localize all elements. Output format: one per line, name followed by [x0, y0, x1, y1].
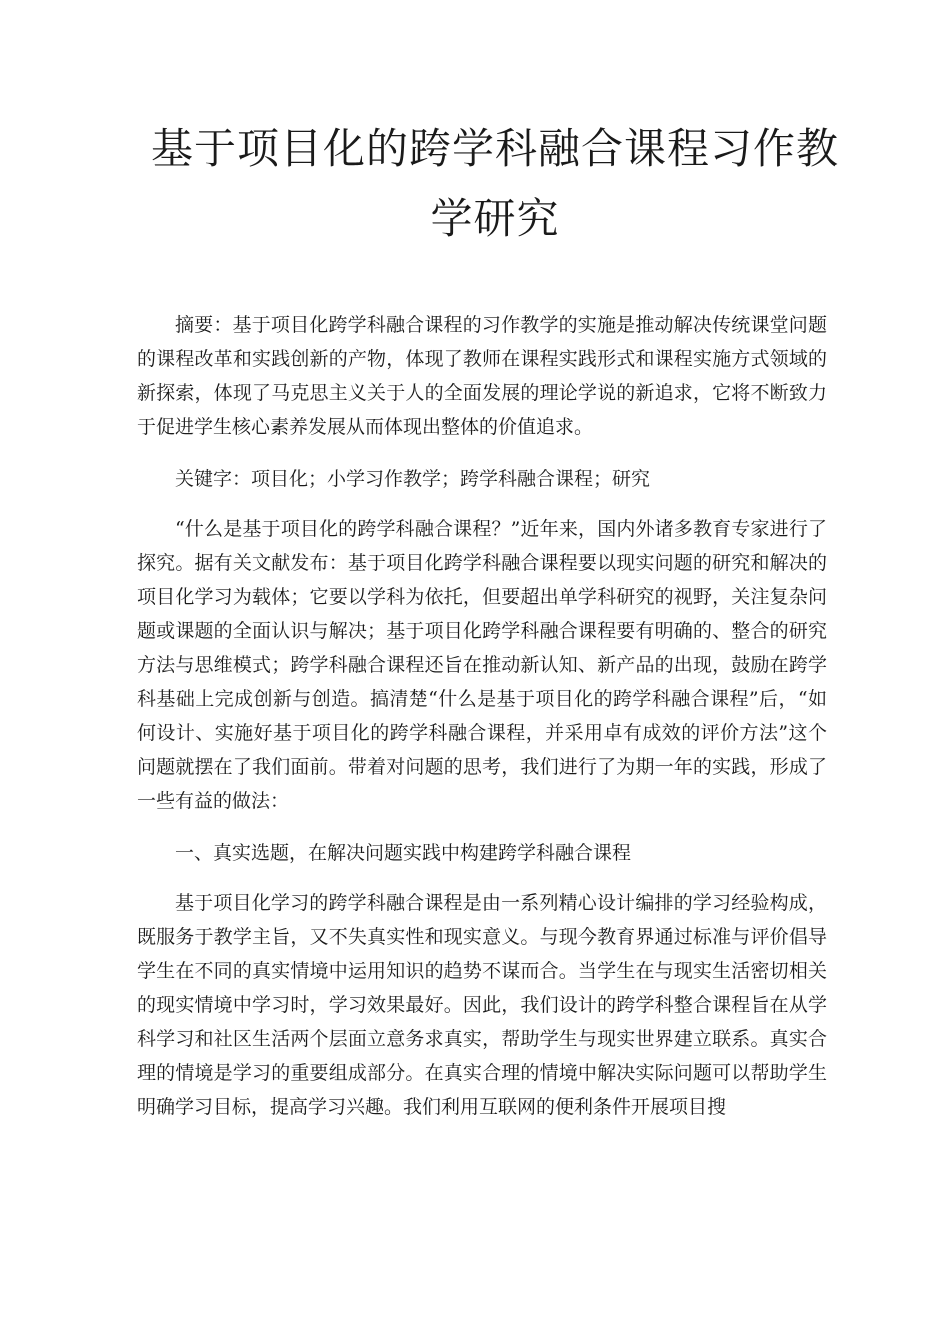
document-title-line-1: 基于项目化的跨学科融合课程习作教	[150, 124, 839, 173]
body-paragraph-1: “什么是基于项目化的跨学科融合课程？”近年来，国内外诸多教育专家进行了探究。据有关文献发布：基于项目化跨学科融合课程要以现实问题的研究和解决的项目化学习为载体；它要以学科为依托，但要超出单学科研究的视野，关注复杂问题或课题的全面认识与解决；基于项目化跨学科融合课程要有明确的、整合的研究方法与思维模式；跨学科融合课程还旨在推动新认知、新产品的出现，鼓励在跨学科基础上完成创新与创造。搞清楚“什么是基于项目化的跨学科融合课程”后，“如何设计、实施好基于项目化的跨学科融合课程，并采用卓有成效的评价方法”这个问题就摆在了我们面前。带着对问题的思考，我们进行了为期一年的实践，形成了一些有益的做法：	[137, 518, 827, 812]
keywords-line: 关键字：项目化；小学习作教学；跨学科融合课程；研究	[175, 468, 651, 490]
section-heading-1: 一、真实选题，在解决问题实践中构建跨学科融合课程	[175, 842, 632, 864]
document-title-line-2: 学研究	[430, 194, 560, 243]
body-paragraph-2: 基于项目化学习的跨学科融合课程是由一系列精心设计编排的学习经验构成，既服务于教学主旨，又不失真实性和现实意义。与现今教育界通过标准与评价倡导学生在不同的真实情境中运用知识的趋势不谋而合。当学生在与现实生活密切相关的现实情境中学习时，学习效果最好。因此，我们设计的跨学科整合课程旨在从学科学习和社区生活两个层面立意务求真实，帮助学生与现实世界建立联系。真实合理的情境是学习的重要组成部分。在真实合理的情境中解决实际问题可以帮助学生明确学习目标，提高学习兴趣。我们利用互联网的便利条件开展项目搜	[137, 892, 827, 1118]
document-body	[137, 308, 827, 1142]
abstract-paragraph: 摘要：基于项目化跨学科融合课程的习作教学的实施是推动解决传统课堂问题的课程改革和实践创新的产物，体现了教师在课程实践形式和课程实施方式领域的新探索，体现了马克思主义关于人的全面发展的理论学说的新追求，它将不断致力于促进学生核心素养发展从而体现出整体的价值追求。	[137, 314, 827, 438]
